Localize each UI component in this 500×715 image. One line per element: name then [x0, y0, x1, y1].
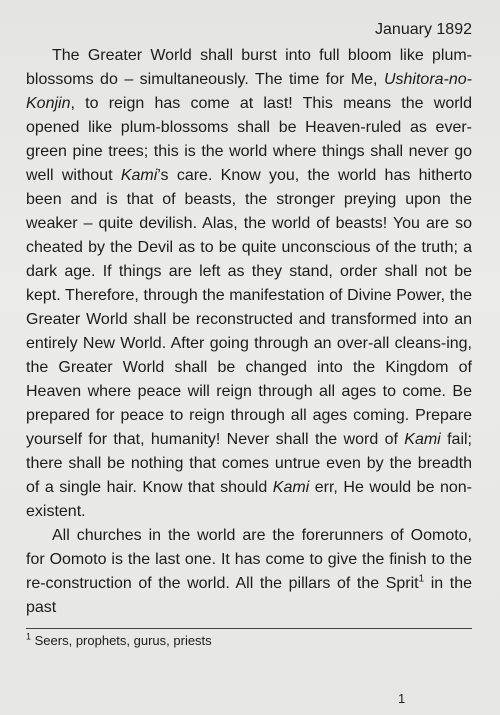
- text-segment: , to reign has come at last! This means the world opened like plum-blossoms shall be Heaven-ruled as ever-green pine trees; this is the world where things shall never go well without: [26, 95, 472, 184]
- page-number: 1: [398, 691, 406, 706]
- emphasized-text: Ushitora-no- Konjin: [26, 71, 472, 112]
- footnote: [26, 633, 212, 649]
- emphasized-text: Kami: [272, 479, 310, 496]
- footnote-mark: 1: [26, 631, 32, 642]
- emphasized-text: Kami: [404, 431, 441, 448]
- body-text: [26, 44, 472, 620]
- footnote-reference: 1: [418, 573, 425, 585]
- paragraph: [26, 524, 472, 620]
- text-segment: All churches in the world are the forerunners of Oomoto, for Oomoto is the last one. It has come to give the finish to the re-construction of the world. All the pillars of the Sprit: [26, 527, 472, 592]
- text-segment: err, He would be non-existent.: [26, 479, 473, 520]
- paragraph: [26, 44, 472, 524]
- date-heading: January 1892: [375, 21, 472, 38]
- footnote-divider: [26, 628, 472, 629]
- text-segment: The Greater World shall burst into full bloom like plum-blossoms do – simultaneously. The time for Me,: [26, 47, 472, 88]
- footnote-text: Seers, prophets, gurus, priests: [34, 633, 212, 648]
- text-segment: fail; there shall be nothing that comes untrue even by the breadth of a single hair. Know that should: [26, 431, 472, 496]
- text-segment: in the past: [26, 575, 472, 616]
- text-segment: ’s care. Know you, the world has hitherto been and is that of beasts, the stronger preying upon the weaker – quite devilish. Alas, the world of beasts! You are so cheated by the Devil as to be quite unconscious of the truth; a dark age. If things are left as they stand, order shall not be kept. Therefore, through the manifestation of Divine Power, the Greater World shall be reconstructed and transformed into an entirely New World. After going through an over-all cleans-ing, the Greater World shall be changed into the Kingdom of Heaven where peace will reign through all ages to come. Be prepared for peace to reign through all ages coming. Prepare yourself for that, humanity! Never shall the word of: [26, 167, 472, 448]
- emphasized-text: Kami: [120, 167, 158, 184]
